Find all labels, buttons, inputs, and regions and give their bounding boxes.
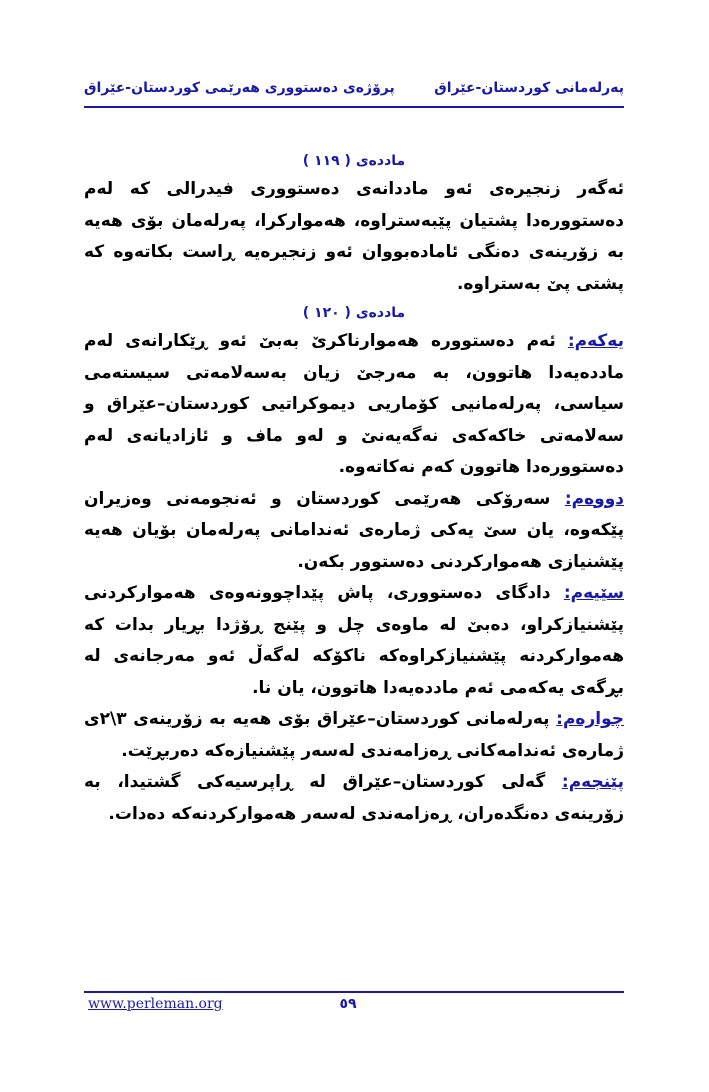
clause-text: گەلی کوردستان–عێراق لە ڕاپرسیەکی گشتیدا، بە زۆرینەی دەنگدەران، ڕەزامەندی لەسەر هەموارکردنەکە دەدات.: [84, 772, 624, 824]
article-120-clause-4: [84, 704, 624, 767]
header-book-title: پرۆژەی دەستووری هەرێمی کوردستان-عێراق: [84, 80, 395, 96]
article-120-clause-3: [84, 578, 624, 704]
article-120-clause-2: [84, 484, 624, 579]
header-parliament-name: پەرلەمانی کوردستان-عێراق: [434, 80, 624, 96]
clause-label: یەکەم:: [567, 331, 624, 351]
page-number: ٥٩: [339, 996, 357, 1012]
article-120-heading: ماددەی ( ١٢٠ ): [302, 305, 406, 321]
clause-label: دووەم:: [564, 488, 624, 509]
clause-label: سێیەم:: [563, 583, 624, 603]
header-rule: [84, 106, 624, 108]
clause-text: ئەم دەستوورە هەموارناکرێ بەبێ ئەو ڕێکارانەی لەم ماددەیەدا هاتوون، بە مەرجێ زیان بەسەلامەتی سیستەمی سیاسی، پەرلەمانیی کۆماریی دیموکراتیی کوردستان–عێراق و سەلامەتی خاکەکەی نەگەیەنێ و لەو ماف و ئازادیانەی لەم دەستوورەدا هاتوون کەم نەکاتەوە.: [84, 331, 624, 477]
article-120-clause-5: [84, 767, 624, 830]
clause-label: چوارەم:: [556, 709, 624, 729]
website-link[interactable]: www.perleman.org: [88, 996, 223, 1012]
clause-text: دادگای دەستووری، پاش پێداچوونەوەی هەموارکردنی پێشنیازکراو، دەبێ لە ماوەی چل و پێنج ڕۆژدا بڕیار بدات کە هەموارکردنە پێشنیازکراوەکە ناکۆکە لەگەڵ ئەو مەرجانەی لە بڕگەی یەکەمی ئەم ماددەیەدا هاتوون، یان نا.: [84, 583, 624, 698]
article-120-clause-1: [84, 326, 624, 484]
clause-text: پەرلەمانی کوردستان–عێراق بۆی هەیە بە زۆرینەی ٣\٢ی ژمارەی ئەندامەکانی ڕەزامەندی لەسەر پێشنیازەکە دەربڕێت.: [84, 709, 624, 761]
footer-rule: [84, 991, 624, 993]
page-header: [84, 76, 624, 100]
clause-text: سەرۆکی هەرێمی کوردستان و ئەنجومەنی وەزیران پێکەوە، یان سێ یەکی ژمارەی ئەندامانی پەرلەمان بۆیان هەیە پێشنیازی هەموارکردنی دەستوور بکەن.: [84, 488, 624, 572]
article-119-heading: ماددەی ( ١١٩ ): [302, 153, 406, 169]
page-content: [84, 148, 624, 830]
clause-label: پێنجەم:: [561, 772, 624, 792]
article-119-text: ئەگەر زنجیرەی ئەو ماددانەی دەستووری فیدرالی کە لەم دەستوورەدا پشتیان پێبەستراوە، هەموارکرا، پەرلەمان بۆی هەیە بە زۆرینەی دەنگی ئامادەبووان ئەو زنجیرەیە ڕاست بکاتەوە کە پشتی پێ بەستراوە.: [84, 179, 624, 294]
